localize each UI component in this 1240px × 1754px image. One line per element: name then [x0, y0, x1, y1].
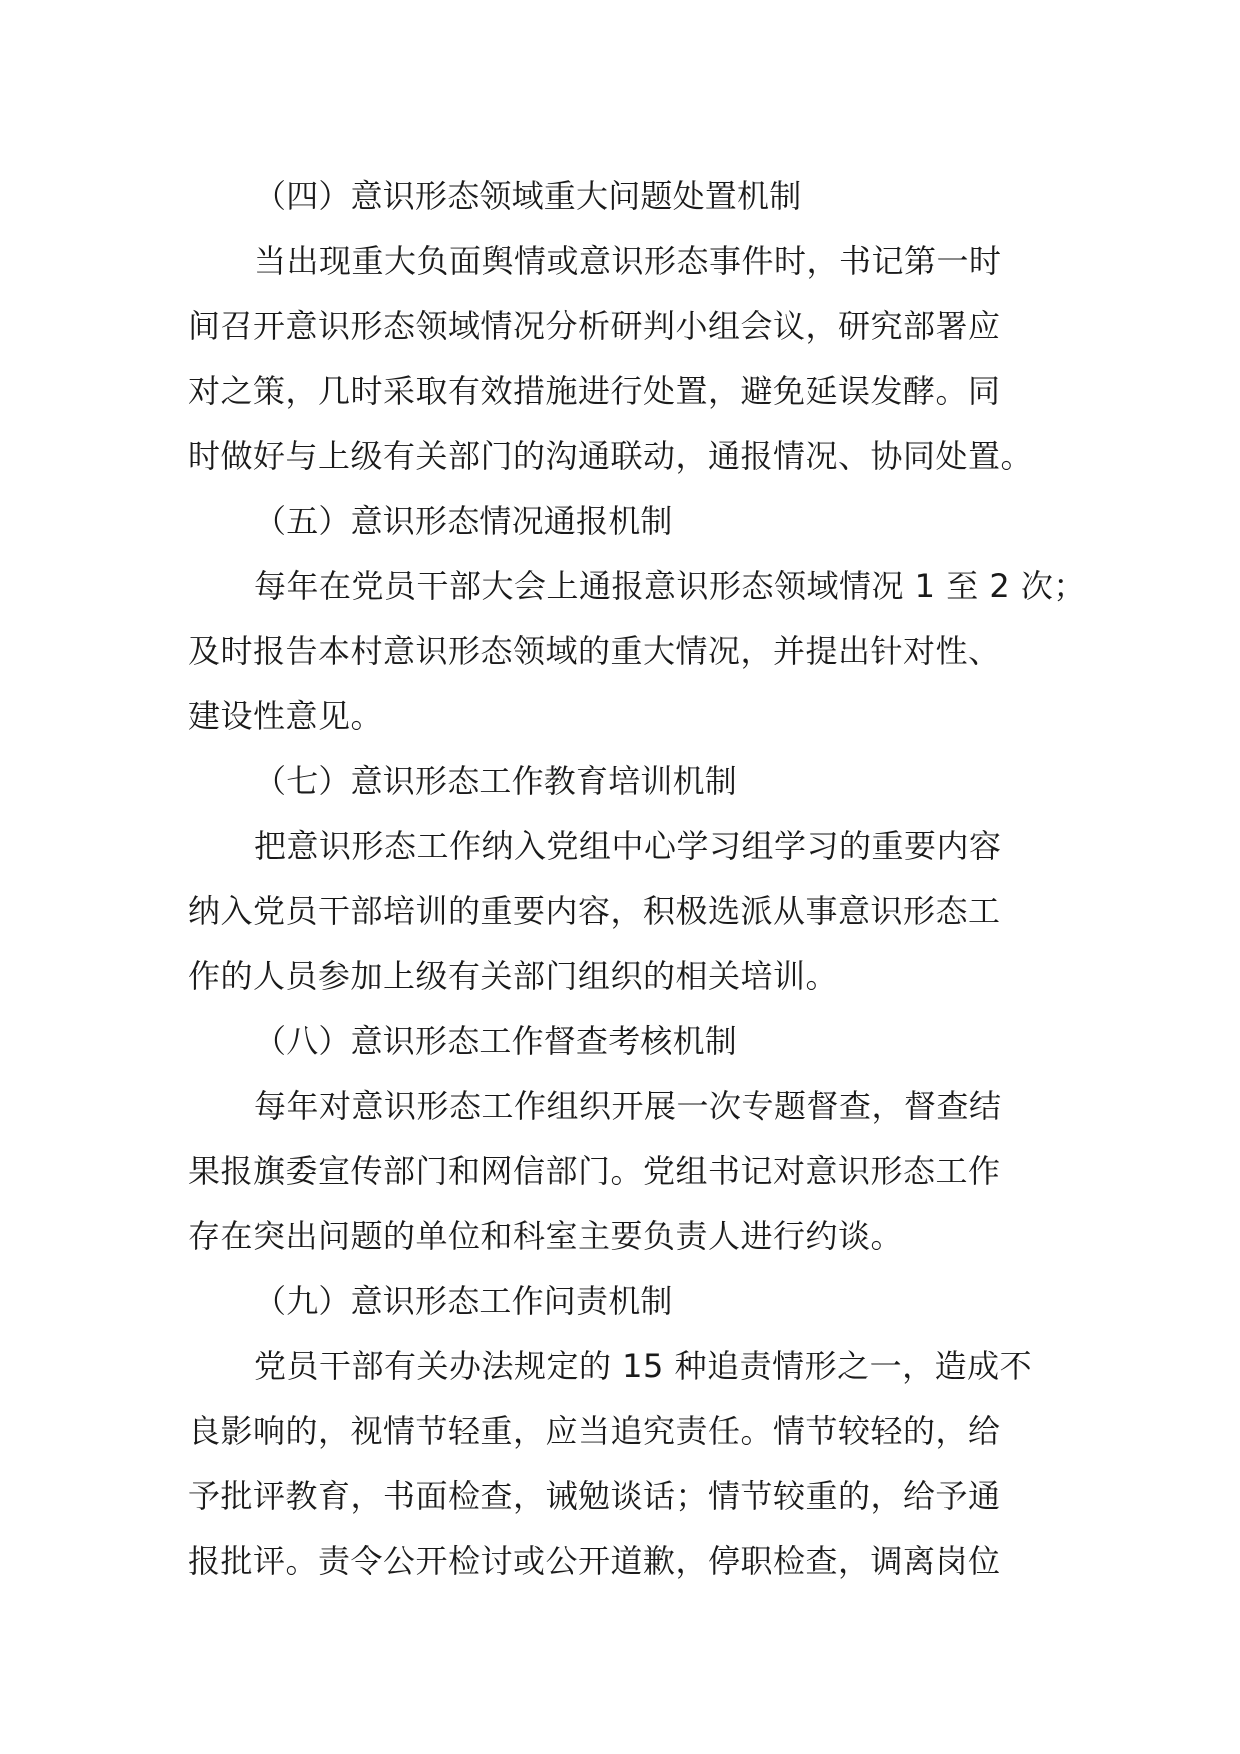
paragraph-line: 作的人员参加上级有关部门组织的相关培训。	[188, 957, 839, 995]
paragraph-line: 报批评。责令公开检讨或公开道歉，停职检查，调离岗位	[188, 1542, 1001, 1580]
paragraph-line: 建设性意见。	[188, 697, 384, 735]
paragraph-line: 当出现重大负面舆情或意识形态事件时，书记第一时	[254, 242, 1002, 280]
section-heading-7: （七）意识形态工作教育培训机制	[254, 762, 738, 800]
paragraph-line: 予批评教育，书面检查，诫勉谈话；情节较重的，给予通	[188, 1477, 1001, 1515]
section-heading-5: （五）意识形态情况通报机制	[254, 502, 673, 540]
paragraph-line: 果报旗委宣传部门和网信部门。党组书记对意识形态工作	[188, 1152, 1001, 1190]
paragraph-line: 时做好与上级有关部门的沟通联动，通报情况、协同处置。	[188, 437, 1034, 475]
paragraph-line: 党员干部有关办法规定的 15 种追责情形之一，造成不	[254, 1347, 1033, 1385]
paragraph-line: 及时报告本村意识形态领域的重大情况，并提出针对性、	[188, 632, 1001, 670]
section-heading-9: （九）意识形态工作问责机制	[254, 1282, 673, 1320]
section-heading-4: （四）意识形态领域重大问题处置机制	[254, 177, 802, 215]
paragraph-line: 对之策，几时采取有效措施进行处置，避免延误发酵。同	[188, 372, 1001, 410]
section-heading-8: （八）意识形态工作督查考核机制	[254, 1022, 738, 1060]
paragraph-line: 纳入党员干部培训的重要内容，积极选派从事意识形态工	[188, 892, 1001, 930]
paragraph-line: 把意识形态工作纳入党组中心学习组学习的重要内容	[254, 827, 1002, 865]
paragraph-line: 每年对意识形态工作组织开展一次专题督查，督查结	[254, 1087, 1002, 1125]
paragraph-line: 间召开意识形态领域情况分析研判小组会议，研究部署应	[188, 307, 1001, 345]
paragraph-line: 良影响的，视情节轻重，应当追究责任。情节较轻的，给	[188, 1412, 1001, 1450]
paragraph-line: 每年在党员干部大会上通报意识形态领域情况 1 至 2 次；	[254, 567, 1086, 605]
paragraph-line: 存在突出问题的单位和科室主要负责人进行约谈。	[188, 1217, 904, 1255]
document-body	[188, 164, 1086, 1594]
